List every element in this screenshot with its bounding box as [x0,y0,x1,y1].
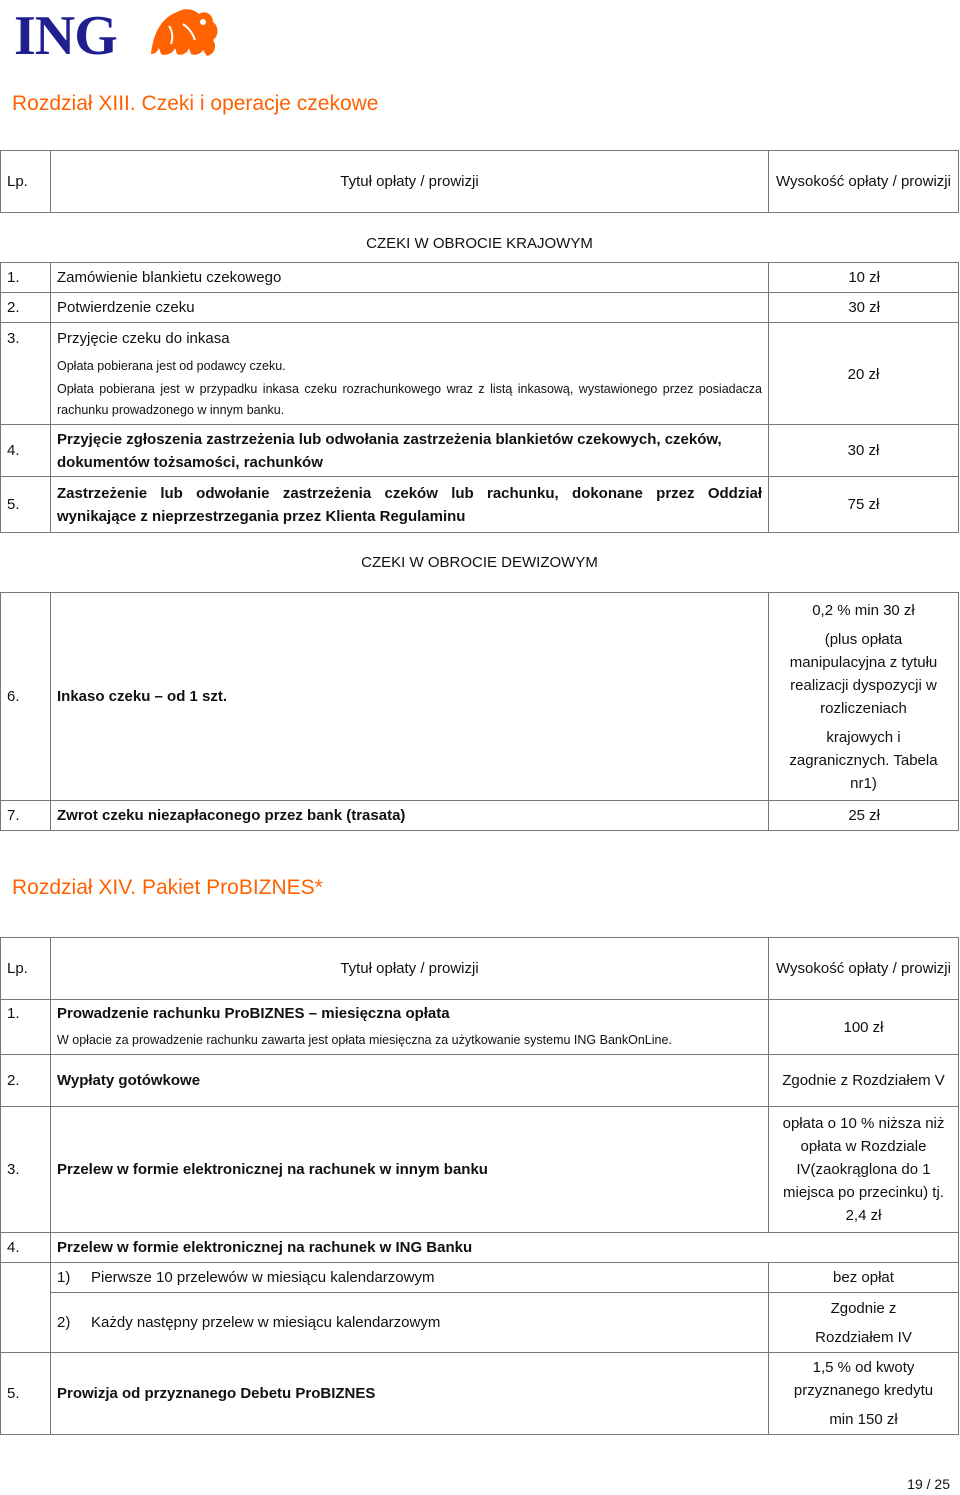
row-amount: 0,2 % min 30 zł [812,601,915,619]
section-row [1,213,959,263]
header-amount: Wysokość opłaty / prowizji [769,151,959,213]
row-title: Inkaso czeku – od 1 szt. [51,593,769,801]
row-amount: 25 zł [769,801,959,831]
row-lp: 1. [1,263,51,293]
row-title: Przelew w formie elektronicznej na rachunek w innym banku [51,1107,769,1233]
row-title: Wypłaty gotówkowe [51,1055,769,1107]
header-title: Tytuł opłaty / prowizji [51,151,769,213]
table-row [1,323,959,425]
row-title: Przelew w formie elektronicznej na rachunek w ING Banku [51,1233,959,1263]
row-amount: 20 zł [769,323,959,425]
table-row [1,263,959,293]
sub-row-amount-cell [769,1293,959,1353]
table-row [1,801,959,831]
chapter-14-title: Rozdział XIV. Pakiet ProBIZNES* [12,876,323,899]
ing-logo-text: ING [14,5,117,67]
table-row [1,477,959,533]
row-note: Opłata pobierana jest od podawcy czeku. [57,359,286,373]
row-amount: Zgodnie z Rozdziałem V [769,1055,959,1107]
row-amount: min 150 zł [829,1411,898,1428]
row-title: Prowizja od przyznanego Debetu ProBIZNES [51,1353,769,1435]
row-title: Przyjęcie czeku do inkasa [57,330,230,347]
row-lp: 7. [1,801,51,831]
row-note: W opłacie za prowadzenie rachunku zawarta jest opłata miesięczna za użytkowanie systemu ING BankOnLine. [57,1033,672,1047]
section-foreign: CZEKI W OBROCIE DEWIZOWYM [361,554,598,571]
row-lp: 3. [1,323,51,425]
row-title: Prowadzenie rachunku ProBIZNES – miesięczna opłata [57,1005,450,1022]
header-lp: Lp. [1,151,51,213]
row-title: Zamówienie blankietu czekowego [51,263,769,293]
sub-row-no: 1) [57,1269,71,1286]
sub-row-no: 2) [57,1314,71,1331]
section-domestic: CZEKI W OBROCIE KRAJOWYM [366,235,593,252]
row-amount: opłata o 10 % niższa niż opłata w Rozdziale IV(zaokrąglona do 1 miejsca po przecinku) tj. 2,4 zł [769,1107,959,1233]
sub-row-title-cell [51,1263,769,1293]
row-lp: 2. [1,293,51,323]
row-lp: 4. [1,1233,51,1263]
row-amount: 100 zł [769,1000,959,1055]
table-header [1,938,959,1000]
row-amount: 30 zł [769,425,959,477]
row-lp: 5. [1,477,51,533]
row-lp: 3. [1,1107,51,1233]
sub-row [1,1263,959,1293]
sub-row [1,1293,959,1353]
sub-row-amount: Rozdziałem IV [815,1328,912,1346]
row-title: Potwierdzenie czeku [51,293,769,323]
table-row [1,425,959,477]
row-lp: 1. [1,1000,51,1055]
row-amount: 1,5 % od kwoty przyznanego kredytu [793,1359,934,1399]
sub-row-amount: Zgodnie z [830,1299,897,1317]
table-header [1,151,959,213]
sub-row-title: Każdy następny przelew w miesiącu kalendarzowym [91,1314,441,1331]
sub-row-amount: bez opłat [769,1263,959,1293]
row-note: Opłata pobierana jest w przypadku inkasa czeku rozrachunkowego wraz z listą inkasową, wystawionego przez posiadacza rachunku prowadzonego w innym banku. [57,382,762,417]
row-amount: 75 zł [769,477,959,533]
row-lp: 4. [1,425,51,477]
row-title-cell [51,1000,769,1055]
row-title: Przyjęcie zgłoszenia zastrzeżenia lub odwołania zastrzeżenia blankietów czekowych, czeków, dokumentów tożsamości, rachunków [51,425,769,477]
sub-row-title-cell [51,1293,769,1353]
row-lp: 5. [1,1353,51,1435]
section-row [1,533,959,593]
table-row [1,1000,959,1055]
row-amount-cell [769,593,959,801]
row-title: Zastrzeżenie lub odwołanie zastrzeżenia czeków lub rachunku, dokonane przez Oddział wynikające z nieprzestrzegania przez Klienta Regulaminu [51,477,769,533]
chapter-13-title: Rozdział XIII. Czeki i operacje czekowe [12,92,379,115]
table-row [1,293,959,323]
row-amount-cell [769,1353,959,1435]
row-amount: (plus opłata manipulacyjna z tytułu realizacji dyspozycji w rozliczeniach [789,630,938,717]
lion-logo-icon [143,4,225,62]
fees-table-probiznes [0,937,959,1435]
table-row [1,1233,959,1263]
row-amount: krajowych i zagranicznych. Tabela nr1) [789,728,938,792]
table-row [1,593,959,801]
sub-row-title: Pierwsze 10 przelewów w miesiącu kalendarzowym [91,1269,435,1286]
table-row [1,1353,959,1435]
table-row [1,1055,959,1107]
row-lp: 6. [1,593,51,801]
page-number: 19 / 25 [907,1476,950,1492]
header-amount: Wysokość opłaty / prowizji [769,938,959,1000]
table-row [1,1107,959,1233]
header-title: Tytuł opłaty / prowizji [51,938,769,1000]
row-title: Zwrot czeku niezapłaconego przez bank (trasata) [51,801,769,831]
sub-row-spacer [1,1293,51,1353]
fees-table-cheques [0,150,959,831]
row-title-cell [51,323,769,425]
sub-row-spacer [1,1263,51,1293]
row-amount: 10 zł [769,263,959,293]
row-amount: 30 zł [769,293,959,323]
header-lp: Lp. [1,938,51,1000]
row-lp: 2. [1,1055,51,1107]
